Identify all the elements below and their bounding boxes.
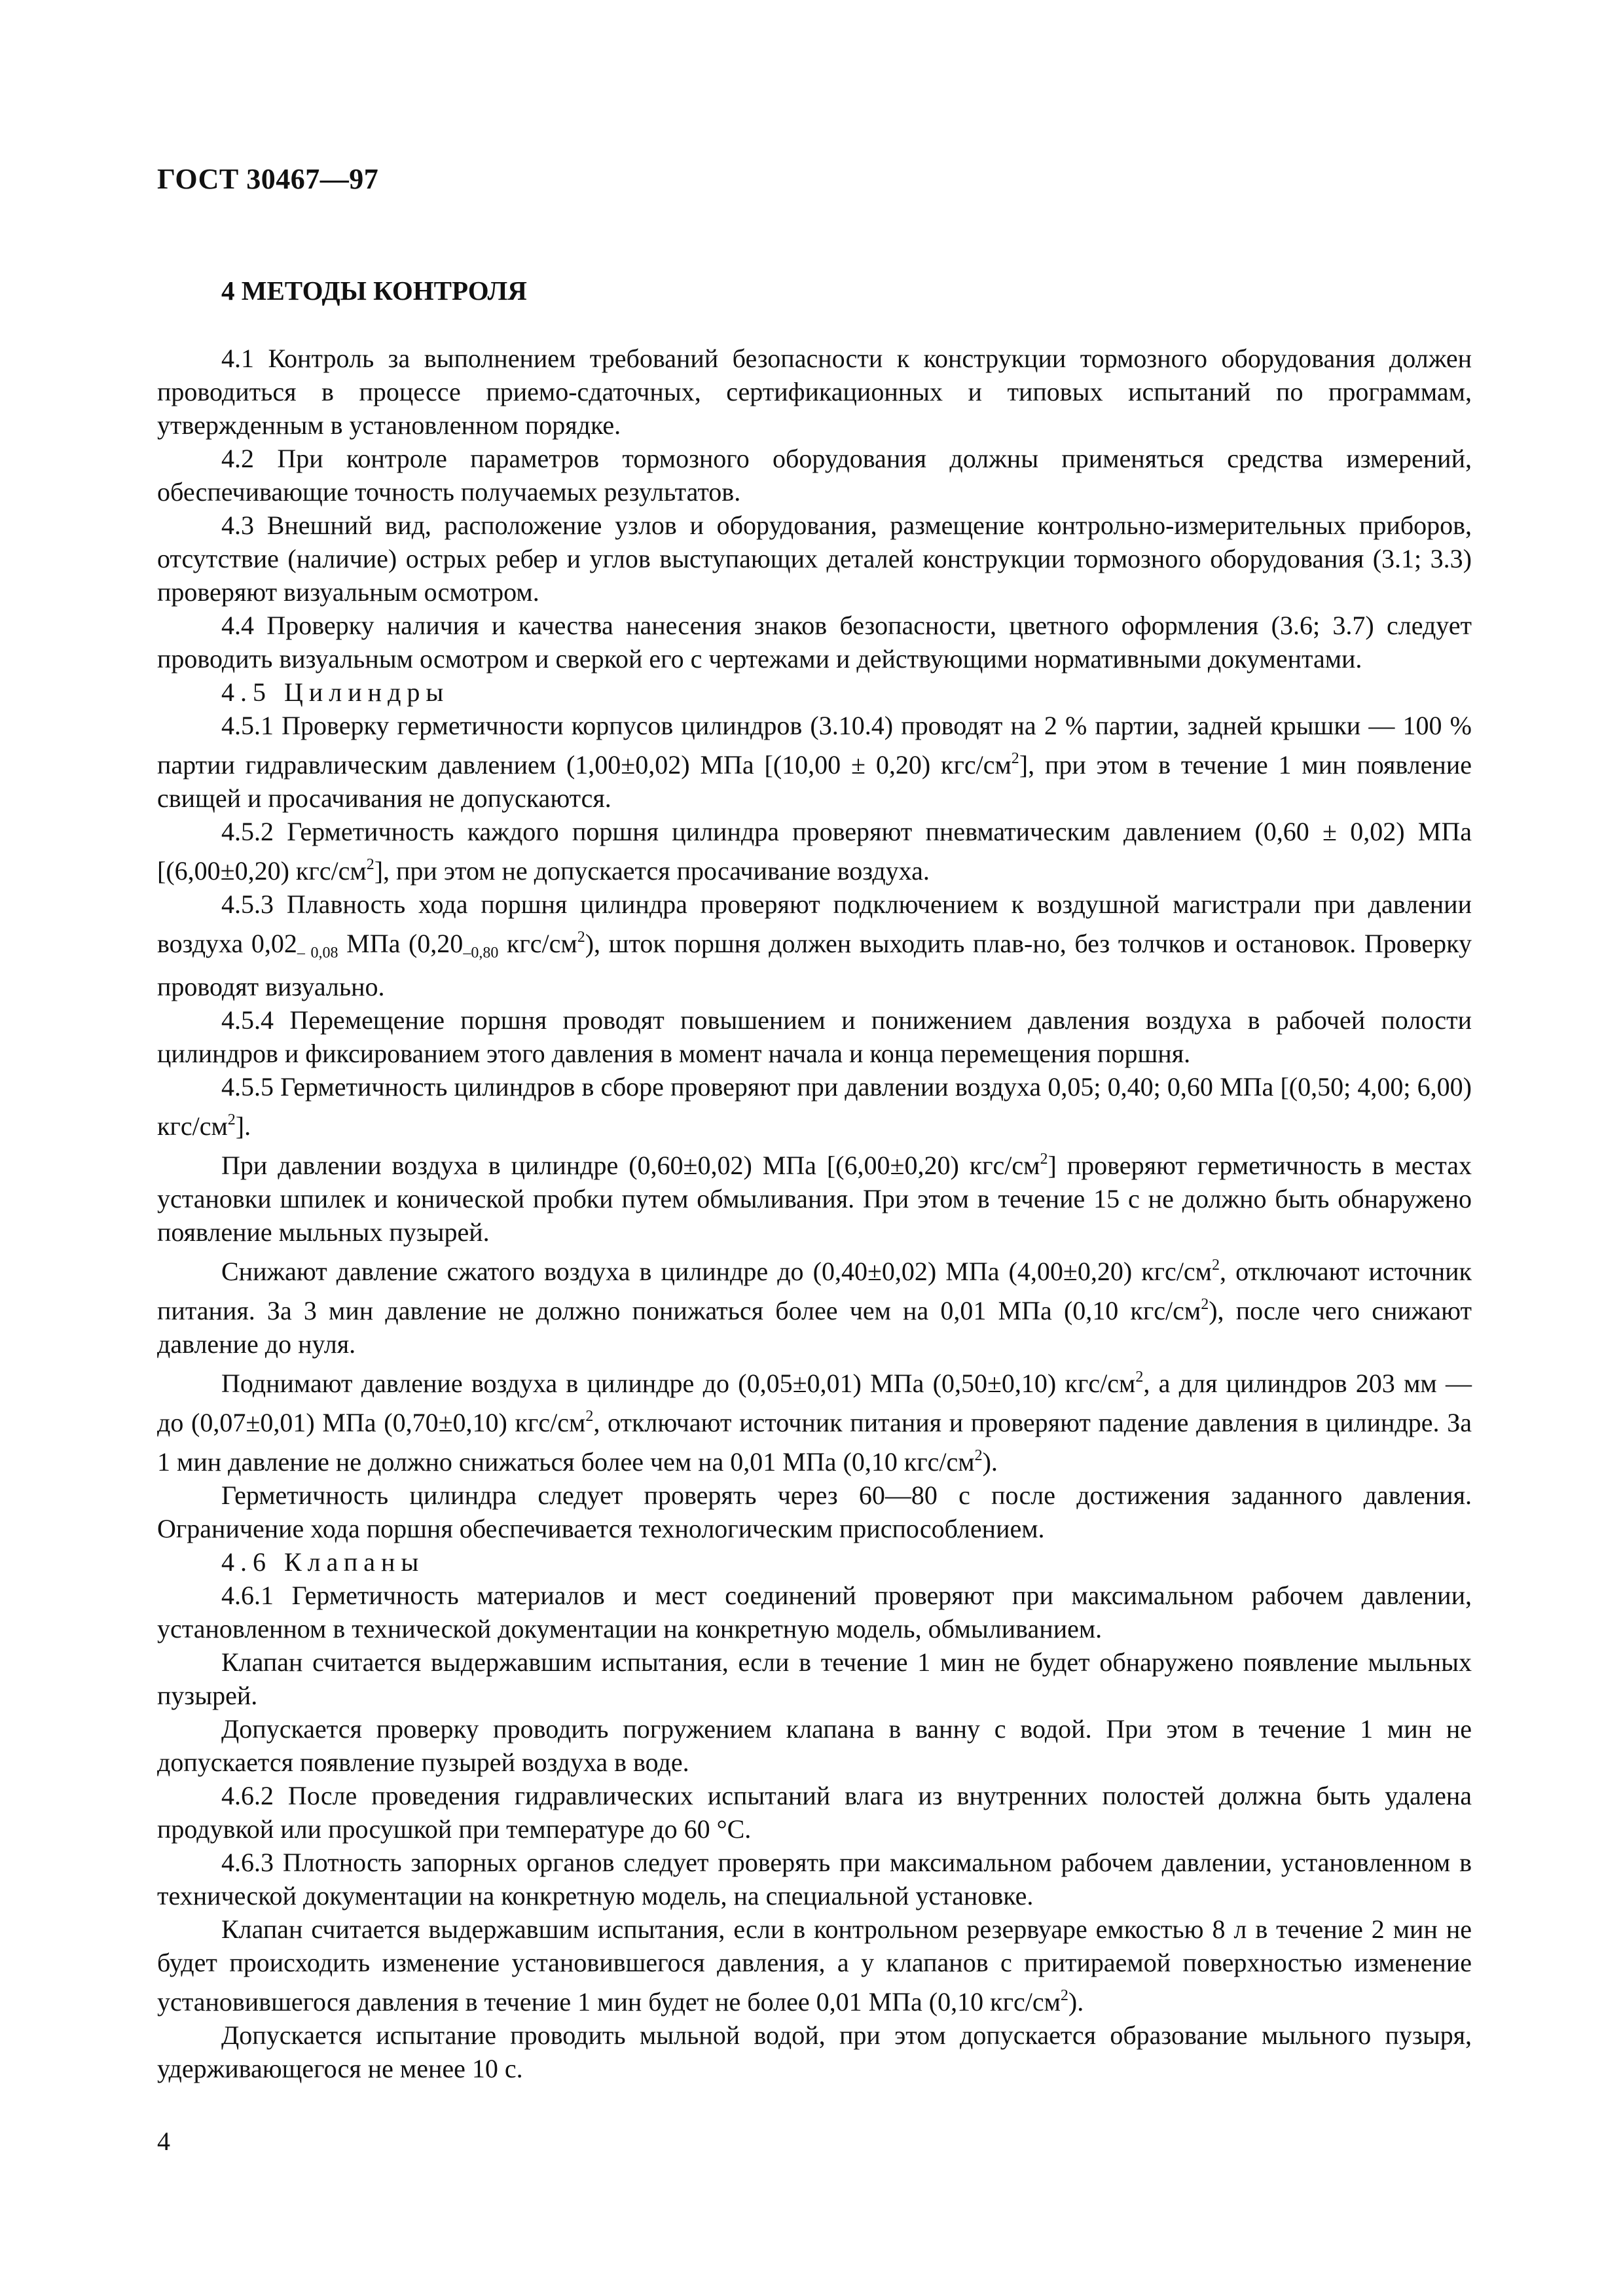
page-number: 4: [157, 2126, 170, 2156]
paragraph-4-2: 4.2 При контроле параметров тормозного оборудования должны применяться средства измерений, обеспечивающие точность получаемых результатов.: [157, 444, 1472, 507]
text-run: ], при этом не допускается просачивание воздуха.: [374, 856, 930, 886]
paragraph-immersion: Допускается проверку проводить погружением клапана в ванну с водой. При этом в течение 1 мин не допускается появление пузырей воздуха в воде.: [157, 1714, 1472, 1777]
superscript: 2: [577, 929, 585, 946]
paragraph-check-time: Герметичность цилиндра следует проверять через 60—80 с после достижения заданного давления. Ограничение хода поршня обеспечивается технологическим приспособлением.: [157, 1480, 1472, 1543]
paragraph-raise-pressure: [157, 1361, 1472, 1479]
text-run: 4.5.2 Герметичность каждого поршня цилиндра проверяют пневматическим давлением (0,60 ± 0,02) МПа [(6,00±0,20) кгс/см: [157, 817, 1472, 886]
superscript: 2: [1040, 1151, 1048, 1168]
text-run: Поднимают давление воздуха в цилиндре до (0,05±0,01) МПа (0,50±0,10) кгс/см: [221, 1369, 1136, 1398]
text-run: ] проверяют герметичность в местах установки шпилек и конической пробки путем обмыливания. При этом в течение 15 с не должно быть обнаружено появление мыльных пузырей.: [157, 1151, 1472, 1247]
subscript-tolerance: –0,80: [463, 944, 499, 961]
subsection-heading-cylinders: 4.5 Цилиндры: [221, 677, 450, 707]
paragraph-valve-pass: Клапан считается выдержавшим испытания, если в течение 1 мин не будет обнаружено появление мыльных пузырей.: [157, 1647, 1472, 1710]
paragraph-4-5-3: [157, 888, 1472, 1003]
text-run: ).: [982, 1447, 998, 1477]
subscript-tolerance: – 0,08: [297, 944, 338, 961]
paragraph-valve-reservoir: [157, 1912, 1472, 2018]
text-run: кгс/см: [498, 929, 577, 958]
text-run: , отключают источник питания. За 3 мин давление не должно понижаться более чем на 0,01 МПа (0,10 кгс/см: [157, 1257, 1472, 1325]
paragraph-4-3: 4.3 Внешний вид, расположение узлов и оборудования, размещение контрольно-измерительных приборов, отсутствие (наличие) острых ребер и углов выступающих деталей конструкции тормозного оборудования (3.1; 3.3) проверяют визуальным осмотром.: [157, 511, 1472, 607]
paragraph-4-6-1: 4.6.1 Герметичность материалов и мест соединений проверяют при максимальном рабочем давлении, установленном в технической документации на конкретную модель, обмыливанием.: [157, 1581, 1472, 1643]
superscript: 2: [1135, 1369, 1144, 1386]
text-run: ), шток поршня должен выходить плав-но, без толчков и остановок. Проверку проводят визуально.: [157, 929, 1472, 1001]
superscript: 2: [1212, 1257, 1220, 1274]
text-run: , а для цилиндров 203 мм — до (0,07±0,01) МПа (0,70±0,10) кгс/см: [157, 1369, 1472, 1437]
document-body: [157, 342, 1472, 2085]
text-run: При давлении воздуха в цилиндре (0,60±0,02) МПа [(6,00±0,20) кгс/см: [221, 1151, 1040, 1180]
paragraph-4-5-4: 4.5.4 Перемещение поршня проводят повышением и понижением давления воздуха в рабочей полости цилиндров и фиксированием этого давления в момент начала и конца перемещения поршня.: [157, 1005, 1472, 1068]
superscript: 2: [974, 1447, 983, 1464]
text-run: Снижают давление сжатого воздуха в цилиндре до (0,40±0,02) МПа (4,00±0,20) кгс/см: [221, 1257, 1212, 1286]
text-run: ], при этом в течение 1 мин появление свищей и просачивания не допускаются.: [157, 750, 1472, 813]
superscript: 2: [585, 1408, 594, 1425]
text-run: ).: [1068, 1987, 1084, 2017]
text-run: 4.5.5 Герметичность цилиндров в сборе проверяют при давлении воздуха 0,05; 0,40; 0,60 МПа [(0,50; 4,00; 6,00) кгс/см: [157, 1072, 1472, 1141]
section-title: 4 МЕТОДЫ КОНТРОЛЯ: [221, 276, 527, 306]
subsection-heading-valves: 4.6 Клапаны: [221, 1547, 425, 1577]
superscript: 2: [366, 856, 374, 873]
superscript: 2: [227, 1111, 236, 1128]
text-run: , отключают источник питания и проверяют падение давления в цилиндре. За 1 мин давление не должно снижаться более чем на 0,01 МПа (0,10 кгс/см: [157, 1408, 1472, 1477]
text-run: ), после чего снижают давление до нуля.: [157, 1296, 1472, 1359]
superscript: 2: [1011, 750, 1019, 767]
paragraph-4-6-3: 4.6.3 Плотность запорных органов следует проверять при максимальном рабочем давлении, установленном в технической документации на конкретную модель, на специальной установке.: [157, 1848, 1472, 1910]
text-run: 4.5.1 Проверку герметичности корпусов цилиндров (3.10.4) проводят на 2 % партии, задней крышки — 100 % партии гидравлическим давлением (1,00±0,02) МПа [(10,00 ± 0,20) кгс/см: [157, 711, 1472, 780]
paragraph-4-6-2: 4.6.2 После проведения гидравлических испытаний влага из внутренних полостей должна быть удалена продувкой или просушкой при температуре до 60 °С.: [157, 1781, 1472, 1844]
text-run: МПа (0,20: [338, 929, 464, 958]
document-code-header: ГОСТ 30467—97: [157, 163, 379, 195]
paragraph-4-5-5: [157, 1070, 1472, 1143]
paragraph-soap-water: Допускается испытание проводить мыльной водой, при этом допускается образование мыльного пузыря, удерживающегося не менее 10 с.: [157, 2020, 1472, 2083]
paragraph-4-1: 4.1 Контроль за выполнением требований безопасности к конструкции тормозного оборудования должен проводиться в процессе приемо-сдаточных, сертификационных и типовых испытаний по программам, утвержденным в установленном порядке.: [157, 344, 1472, 440]
paragraph-4-5-2: [157, 815, 1472, 888]
text-run: Клапан считается выдержавшим испытания, если в контрольном резервуаре емкостью 8 л в течение 2 мин не будет происходить изменение установившегося давления, а у клапанов с притираемой поверхностью изменение установившегося давления в течение 1 мин будет не более 0,01 МПа (0,10 кгс/см: [157, 1914, 1472, 2017]
paragraph-leak-test: [157, 1143, 1472, 1249]
text-run: 4.5.3 Плавность хода поршня цилиндра проверяют подключением к воздушной магистрали при давлении воздуха 0,02: [157, 889, 1472, 958]
text-run: ].: [235, 1111, 251, 1141]
paragraph-4-5-1: [157, 709, 1472, 815]
paragraph-4-4: 4.4 Проверку наличия и качества нанесения знаков безопасности, цветного оформления (3.6; 3.7) следует проводить визуальным осмотром и сверкой его с чертежами и действующими нормативными документами.: [157, 611, 1472, 673]
superscript: 2: [1060, 1987, 1068, 2004]
superscript: 2: [1201, 1296, 1209, 1313]
paragraph-reduce-pressure: [157, 1249, 1472, 1361]
